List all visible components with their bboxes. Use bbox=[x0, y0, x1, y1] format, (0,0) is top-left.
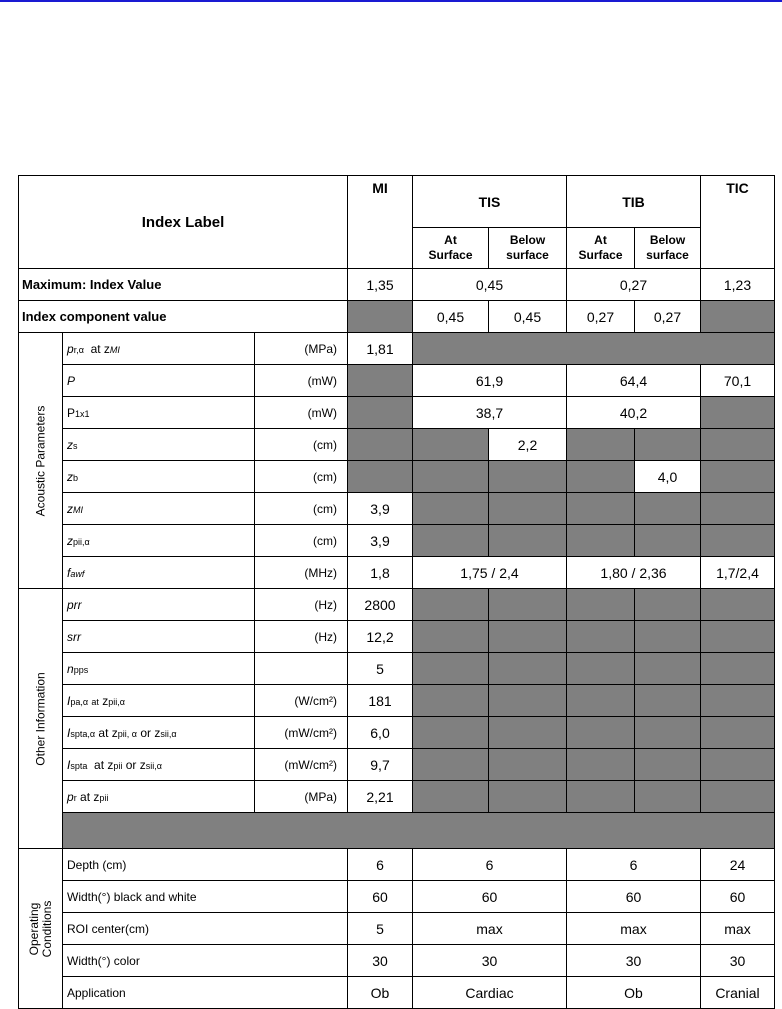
table-row bbox=[19, 365, 775, 397]
gray-cell bbox=[701, 621, 775, 653]
max-mi-value: 1,35 bbox=[348, 269, 413, 301]
gray-separator-row bbox=[63, 813, 775, 849]
comp-tib-at: 0,27 bbox=[567, 301, 635, 333]
gray-cell bbox=[701, 493, 775, 525]
gray-cell bbox=[413, 589, 489, 621]
gray-cell bbox=[635, 749, 701, 781]
width-color-mi: 30 bbox=[348, 945, 413, 977]
table-row bbox=[19, 813, 775, 849]
table-row bbox=[19, 913, 775, 945]
gray-cell bbox=[413, 717, 489, 749]
p-tis-value: 61,9 bbox=[413, 365, 567, 397]
component-label: Index component value bbox=[19, 301, 348, 333]
table-row bbox=[19, 653, 775, 685]
gray-cell bbox=[567, 525, 635, 557]
width-bw-mi: 60 bbox=[348, 881, 413, 913]
width-color-tic: 30 bbox=[701, 945, 775, 977]
roi-label: ROI center(cm) bbox=[63, 913, 348, 945]
fawf-unit: (MHz) bbox=[255, 557, 348, 589]
gray-cell bbox=[567, 685, 635, 717]
table-row bbox=[19, 525, 775, 557]
fawf-tic-value: 1,7/2,4 bbox=[701, 557, 775, 589]
table-row bbox=[19, 685, 775, 717]
ispta-alpha-value: 6,0 bbox=[348, 717, 413, 749]
ipa-unit: (W/cm²) bbox=[255, 685, 348, 717]
table-row bbox=[19, 269, 775, 301]
pr-unit: (MPa) bbox=[255, 333, 348, 365]
table-row bbox=[19, 749, 775, 781]
zpii-unit: (cm) bbox=[255, 525, 348, 557]
zs-unit: (cm) bbox=[255, 429, 348, 461]
pr-label: pr,α at zMI bbox=[63, 333, 255, 365]
zpii-value: 3,9 bbox=[348, 525, 413, 557]
gray-cell bbox=[489, 621, 567, 653]
npps-unit bbox=[255, 653, 348, 685]
zb-value: 4,0 bbox=[635, 461, 701, 493]
table-row bbox=[19, 429, 775, 461]
p1x1-unit: (mW) bbox=[255, 397, 348, 429]
roi-tis: max bbox=[413, 913, 567, 945]
pr-zpii-label: pr at zpii bbox=[63, 781, 255, 813]
ispta-alpha-label: Ispta,α at zpii, α or zsii,α bbox=[63, 717, 255, 749]
application-mi: Ob bbox=[348, 977, 413, 1009]
width-color-tis: 30 bbox=[413, 945, 567, 977]
gray-cell bbox=[701, 429, 775, 461]
depth-tib: 6 bbox=[567, 849, 701, 881]
tis-at-surface-header: At Surface bbox=[413, 228, 489, 269]
tib-header: TIB bbox=[567, 176, 701, 228]
comp-tis-below: 0,45 bbox=[489, 301, 567, 333]
roi-tic: max bbox=[701, 913, 775, 945]
width-color-tib: 30 bbox=[567, 945, 701, 977]
table-row bbox=[19, 557, 775, 589]
operating-section-label: Operating Conditions bbox=[19, 849, 63, 1009]
gray-cell bbox=[567, 461, 635, 493]
application-tic: Cranial bbox=[701, 977, 775, 1009]
gray-cell bbox=[489, 493, 567, 525]
gray-cell bbox=[413, 333, 775, 365]
max-tib-value: 0,27 bbox=[567, 269, 701, 301]
gray-cell bbox=[701, 749, 775, 781]
gray-cell bbox=[701, 653, 775, 685]
gray-cell bbox=[567, 493, 635, 525]
p1x1-label: P1x1 bbox=[63, 397, 255, 429]
depth-tis: 6 bbox=[413, 849, 567, 881]
top-rule bbox=[0, 0, 782, 2]
other-section-label: Other Information bbox=[19, 589, 63, 849]
gray-cell bbox=[635, 717, 701, 749]
pr-mi-value: 1,81 bbox=[348, 333, 413, 365]
gray-cell bbox=[567, 749, 635, 781]
roi-mi: 5 bbox=[348, 913, 413, 945]
table-row bbox=[19, 621, 775, 653]
table-row bbox=[19, 977, 775, 1009]
npps-value: 5 bbox=[348, 653, 413, 685]
max-tic-value: 1,23 bbox=[701, 269, 775, 301]
width-color-label: Width(°) color bbox=[63, 945, 348, 977]
gray-cell bbox=[489, 685, 567, 717]
gray-cell bbox=[413, 749, 489, 781]
gray-cell bbox=[348, 365, 413, 397]
gray-cell bbox=[413, 781, 489, 813]
gray-cell bbox=[489, 749, 567, 781]
p-unit: (mW) bbox=[255, 365, 348, 397]
max-index-label: Maximum: Index Value bbox=[19, 269, 348, 301]
application-tib: Ob bbox=[567, 977, 701, 1009]
pr-zpii-unit: (MPa) bbox=[255, 781, 348, 813]
index-label-header: Index Label bbox=[19, 176, 348, 269]
zs-label: zs bbox=[63, 429, 255, 461]
zmi-label: zMI bbox=[63, 493, 255, 525]
gray-cell bbox=[701, 781, 775, 813]
gray-cell bbox=[413, 621, 489, 653]
ispta-alpha-unit: (mW/cm²) bbox=[255, 717, 348, 749]
fawf-label: fawf bbox=[63, 557, 255, 589]
gray-cell bbox=[635, 653, 701, 685]
ipa-label: Ipa,α at zpii,α bbox=[63, 685, 255, 717]
gray-cell bbox=[489, 525, 567, 557]
srr-label: srr bbox=[63, 621, 255, 653]
p-tib-value: 64,4 bbox=[567, 365, 701, 397]
depth-mi: 6 bbox=[348, 849, 413, 881]
gray-cell bbox=[635, 781, 701, 813]
tib-at-surface-header: At Surface bbox=[567, 228, 635, 269]
max-tis-value: 0,45 bbox=[413, 269, 567, 301]
gray-cell bbox=[567, 589, 635, 621]
table-row bbox=[19, 849, 775, 881]
table-row bbox=[19, 301, 775, 333]
application-tis: Cardiac bbox=[413, 977, 567, 1009]
width-bw-tic: 60 bbox=[701, 881, 775, 913]
table-row bbox=[19, 397, 775, 429]
gray-cell bbox=[489, 781, 567, 813]
zmi-unit: (cm) bbox=[255, 493, 348, 525]
width-bw-label: Width(°) black and white bbox=[63, 881, 348, 913]
table-row bbox=[19, 589, 775, 621]
acoustic-output-table bbox=[18, 175, 775, 1009]
table-row bbox=[19, 461, 775, 493]
fawf-mi-value: 1,8 bbox=[348, 557, 413, 589]
gray-cell bbox=[567, 717, 635, 749]
gray-cell bbox=[635, 493, 701, 525]
comp-tis-at: 0,45 bbox=[413, 301, 489, 333]
gray-cell bbox=[701, 589, 775, 621]
gray-cell bbox=[701, 397, 775, 429]
gray-cell bbox=[413, 525, 489, 557]
gray-cell bbox=[489, 653, 567, 685]
table-row bbox=[19, 493, 775, 525]
gray-cell bbox=[489, 461, 567, 493]
tib-below-surface-header: Below surface bbox=[635, 228, 701, 269]
gray-cell bbox=[701, 717, 775, 749]
gray-cell bbox=[701, 461, 775, 493]
gray-cell bbox=[567, 653, 635, 685]
gray-cell bbox=[567, 621, 635, 653]
gray-cell bbox=[413, 493, 489, 525]
gray-cell bbox=[413, 461, 489, 493]
prr-label: prr bbox=[63, 589, 255, 621]
fawf-tib-value: 1,80 / 2,36 bbox=[567, 557, 701, 589]
p-label: P bbox=[63, 365, 255, 397]
zpii-label: zpii,α bbox=[63, 525, 255, 557]
tis-below-surface-header: Below surface bbox=[489, 228, 567, 269]
roi-tib: max bbox=[567, 913, 701, 945]
p-tic-value: 70,1 bbox=[701, 365, 775, 397]
depth-label: Depth (cm) bbox=[63, 849, 348, 881]
table-row bbox=[19, 333, 775, 365]
gray-cell bbox=[701, 301, 775, 333]
zmi-value: 3,9 bbox=[348, 493, 413, 525]
srr-unit: (Hz) bbox=[255, 621, 348, 653]
table-row bbox=[19, 717, 775, 749]
ispta-value: 9,7 bbox=[348, 749, 413, 781]
prr-unit: (Hz) bbox=[255, 589, 348, 621]
p1x1-tib-value: 40,2 bbox=[567, 397, 701, 429]
prr-value: 2800 bbox=[348, 589, 413, 621]
gray-cell bbox=[413, 685, 489, 717]
depth-tic: 24 bbox=[701, 849, 775, 881]
gray-cell bbox=[635, 621, 701, 653]
gray-cell bbox=[348, 429, 413, 461]
table-row bbox=[19, 945, 775, 977]
gray-cell bbox=[348, 301, 413, 333]
application-label: Application bbox=[63, 977, 348, 1009]
gray-cell bbox=[413, 429, 489, 461]
gray-cell bbox=[635, 429, 701, 461]
fawf-tis-value: 1,75 / 2,4 bbox=[413, 557, 567, 589]
ispta-label: Ispta at zpii or zsii,α bbox=[63, 749, 255, 781]
table-row bbox=[19, 781, 775, 813]
ipa-value: 181 bbox=[348, 685, 413, 717]
gray-cell bbox=[635, 525, 701, 557]
mi-header: MI bbox=[348, 176, 413, 269]
npps-label: npps bbox=[63, 653, 255, 685]
tis-header: TIS bbox=[413, 176, 567, 228]
p1x1-tis-value: 38,7 bbox=[413, 397, 567, 429]
gray-cell bbox=[348, 461, 413, 493]
zb-label: zb bbox=[63, 461, 255, 493]
gray-cell bbox=[635, 685, 701, 717]
gray-cell bbox=[413, 653, 489, 685]
gray-cell bbox=[567, 781, 635, 813]
ispta-unit: (mW/cm²) bbox=[255, 749, 348, 781]
pr-zpii-value: 2,21 bbox=[348, 781, 413, 813]
gray-cell bbox=[348, 397, 413, 429]
table-row bbox=[19, 881, 775, 913]
gray-cell bbox=[635, 589, 701, 621]
comp-tib-below: 0,27 bbox=[635, 301, 701, 333]
width-bw-tib: 60 bbox=[567, 881, 701, 913]
gray-cell bbox=[489, 717, 567, 749]
gray-cell bbox=[701, 685, 775, 717]
tic-header: TIC bbox=[701, 176, 775, 269]
zs-value: 2,2 bbox=[489, 429, 567, 461]
srr-value: 12,2 bbox=[348, 621, 413, 653]
width-bw-tis: 60 bbox=[413, 881, 567, 913]
gray-cell bbox=[567, 429, 635, 461]
zb-unit: (cm) bbox=[255, 461, 348, 493]
acoustic-section-label: Acoustic Parameters bbox=[19, 333, 63, 589]
gray-cell bbox=[701, 525, 775, 557]
gray-cell bbox=[489, 589, 567, 621]
